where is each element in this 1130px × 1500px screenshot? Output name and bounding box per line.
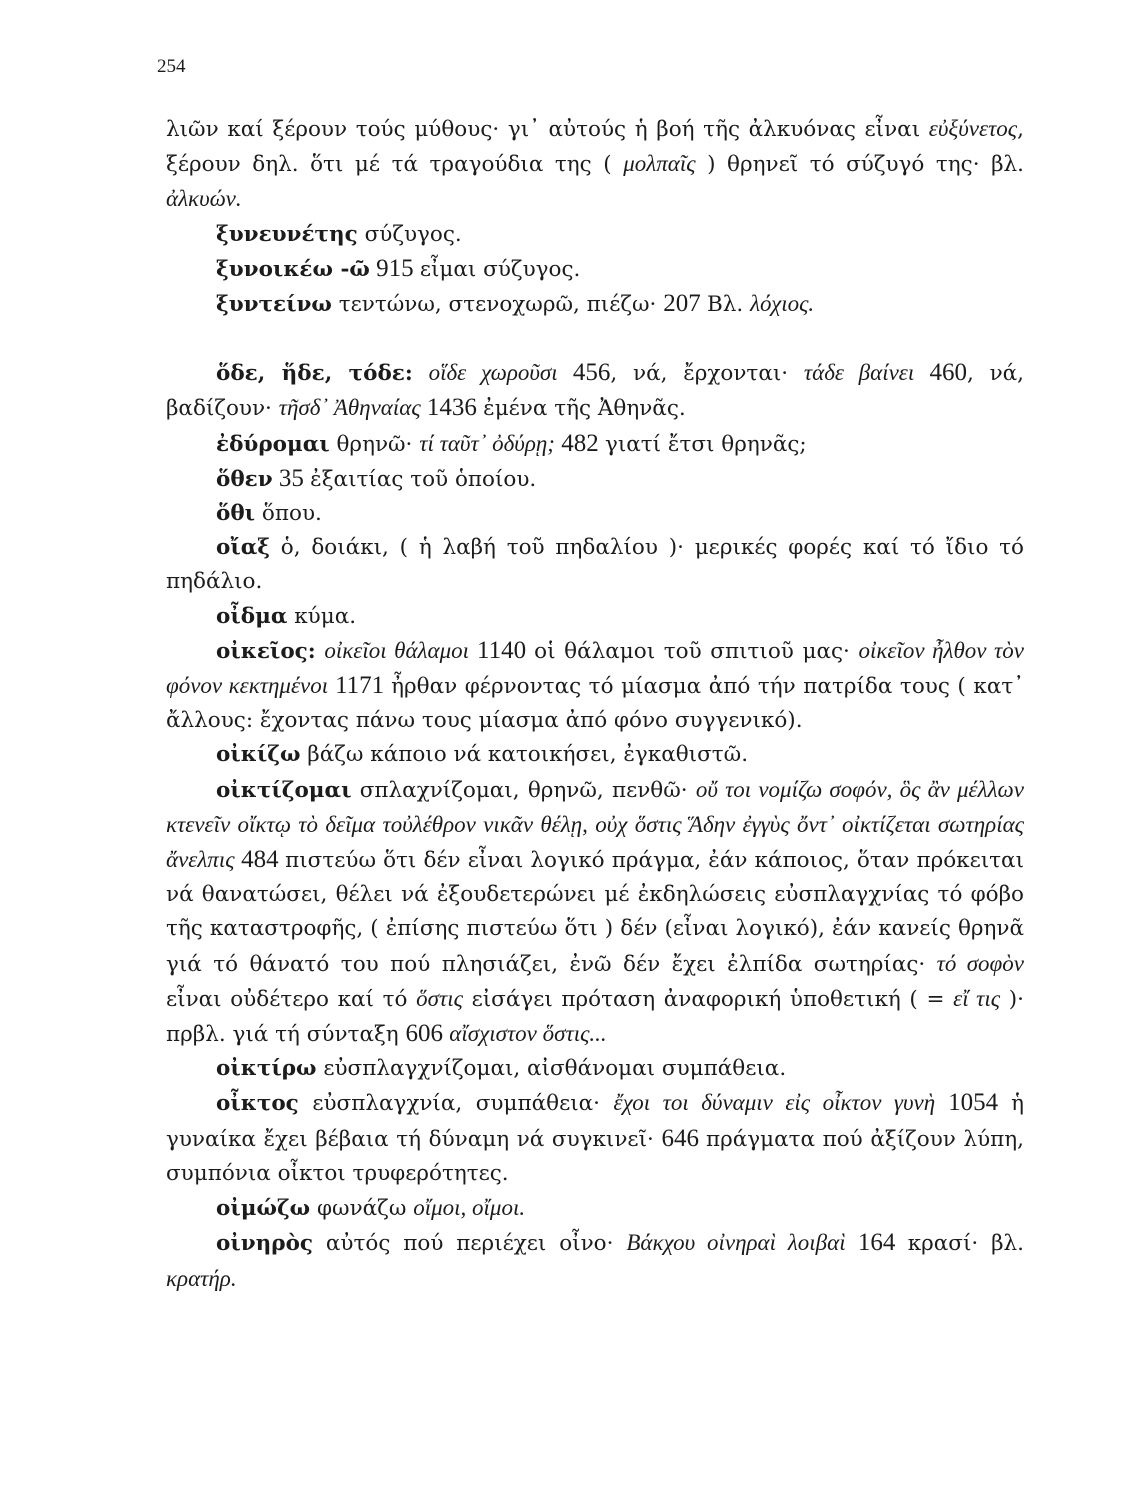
quoted-phrase: τῆσδ᾽ Ἀθηναίας <box>278 395 421 421</box>
definition-text: Βλ. <box>706 292 751 318</box>
definition-text: θρηνῶ· <box>329 431 420 457</box>
glossary-entry <box>166 773 1024 1053</box>
quoted-phrase: κρατήρ. <box>166 1265 237 1291</box>
glossary-entry <box>166 218 1024 252</box>
line-reference: 460 <box>914 359 967 387</box>
definition-text: ἡ γυναίκα ἔχει βέβαια τή δύναμη νά συγκινεῖ· <box>166 1091 1024 1152</box>
line-reference: 164 <box>845 1229 908 1257</box>
quoted-phrase: Βάκχου οἰνηραὶ λοιβαὶ <box>626 1230 846 1256</box>
glossary-entry <box>166 1191 1024 1226</box>
quoted-phrase: τό σοφὸν <box>936 950 1024 976</box>
glossary-entry <box>166 1052 1024 1086</box>
quoted-phrase: οἰκεῖοι θάλαμοι <box>324 637 469 663</box>
glossary-text <box>166 112 1024 1297</box>
definition-text: ὁ, δοιάκι, ( ἡ λαβή τοῦ πηδαλίου )· μερικές φορές καί τό ἴδιο τό πηδάλιο. <box>166 535 1024 595</box>
line-reference: 1171 <box>328 672 392 700</box>
definition-text: ἐμένα τῆς Ἀθηνᾶς. <box>483 396 686 422</box>
definition-text: εὐσπλαγχνία, συμπάθεια· <box>298 1091 614 1117</box>
lemma: ὅδε, ἥδε, τόδε: <box>216 361 413 387</box>
quoted-phrase: ὅστις <box>416 985 463 1011</box>
glossary-entry <box>166 497 1024 531</box>
line-reference: 646 <box>661 1124 706 1152</box>
glossary-entry <box>166 1226 1024 1296</box>
lemma: οἶκτος <box>216 1091 299 1117</box>
lemma: ὅθι <box>216 501 256 527</box>
line-reference: 207 <box>663 290 707 318</box>
definition-text: πράγματα πού ἀξίζουν λύπη, συμπόνια οἶκτοι τρυφερότητες. <box>166 1126 1025 1186</box>
definition-text: )· πρβλ. γιά τή σύνταξη <box>166 986 1024 1048</box>
definition-text: , νά, ἔρχονται· <box>610 361 804 387</box>
definition-text: πιστεύω ὅτι δέν εἶναι λογικό πράγμα, ἐάν κάποιος, ὅταν πρόκειται νά θανατώσει, θέλει νά ἐξουδετερώνει μέ ἐκδηλώσεις εὐσπλαγχνίας τό φόβο τῆς καταστροφῆς, ( ἐπίσης πιστεύω ὅτι ) δέν (εἶναι λογικό), ἐάν κανείς θρηνᾶ γιά τό θάνατό του πού πλησιάζει, ἐνῶ δέν ἔχει ἐλπίδα σωτηρίας· <box>166 848 1025 977</box>
line-reference: 606 <box>405 1020 450 1048</box>
lemma: ὅθεν <box>216 466 273 492</box>
quoted-phrase: μολπαῖς <box>623 151 696 177</box>
definition-text: , νά, βαδίζουν· <box>166 361 1025 422</box>
page-number: 254 <box>157 56 186 77</box>
line-reference: 1140 <box>469 636 535 664</box>
definition-text: ὅπου. <box>255 501 322 527</box>
definition-text: ἐξαιτίας τοῦ ὁποίου. <box>310 466 537 492</box>
glossary-entry <box>166 462 1024 497</box>
glossary-entry <box>166 1086 1024 1191</box>
quoted-phrase: οἴμοι, οἴμοι. <box>413 1195 526 1221</box>
definition-text: ) θρηνεῖ τό σύζυγό της· βλ. <box>695 152 1024 178</box>
lemma: ξυντείνω <box>216 292 332 318</box>
quoted-phrase: ἀλκυών. <box>166 186 242 212</box>
glossary-entry <box>166 738 1024 772</box>
quoted-phrase: τάδε βαίνει <box>803 360 915 386</box>
line-reference: 915 <box>369 254 420 282</box>
quoted-phrase: εἴ τις <box>953 985 1001 1011</box>
definition-text: σπλαχνίζομαι, θρηνῶ, πενθῶ· <box>351 777 696 803</box>
definition-text: λιῶν καί ξέρουν τούς μύθους· γι᾽ αὐτούς ἡ βοή τῆς ἀλκυόνας εἶναι <box>166 117 929 142</box>
lemma: οἰκεῖος: <box>216 638 316 664</box>
quoted-phrase: τί ταῦτ᾽ ὀδύρῃ; <box>419 430 555 456</box>
definition-text: εἶναι οὐδέτερο καί τό <box>166 986 417 1012</box>
lemma: οἰνηρὸς <box>216 1231 314 1257</box>
glossary-entry <box>166 356 1024 426</box>
definition-text: γιατί ἔτσι θρηνᾶς; <box>604 431 807 457</box>
glossary-entry <box>166 287 1024 322</box>
quoted-phrase: οὔ τοι νομίζω σοφόν, ὃς ἂν μέλλων κτενεῖν οἴκτῳ τὸ δεῖμα τοὐλέθρον νικᾶν θέλῃ, οὐχ ὅστις Ἅδην ἐγγὺς ὄντ᾽ οἰκτίζεται σωτηρίας ἄνελπις <box>166 776 1024 873</box>
definition-text: κρασί· βλ. <box>907 1231 1024 1257</box>
lemma: ξυνοικέω -ῶ <box>216 256 370 282</box>
line-reference: 1436 <box>420 394 484 422</box>
line-reference: 482 <box>554 429 605 457</box>
quoted-phrase: οἵδε χωροῦσι <box>428 360 558 386</box>
definition-text: τεντώνω, στενοχωρῶ, πιέζω· <box>331 292 664 318</box>
line-reference: 484 <box>234 846 286 874</box>
definition-text: αὐτός πού περιέχει οἶνο· <box>313 1231 627 1257</box>
line-reference: 35 <box>272 464 311 492</box>
quoted-phrase: αἴσχιστον ὅστις... <box>449 1021 607 1047</box>
definition-text: εἶμαι σύζυγος. <box>419 256 581 282</box>
line-reference: 1054 <box>935 1089 1012 1117</box>
lemma: οἰκίζω <box>216 742 301 768</box>
definition-text: φωνάζω <box>310 1196 414 1222</box>
definition-text: κύμα. <box>287 603 357 629</box>
glossary-entry <box>166 427 1024 462</box>
definition-text <box>413 361 429 386</box>
definition-text: εὐσπλαγχνίζομαι, αἰσθάνομαι συμπάθεια. <box>316 1056 787 1082</box>
definition-text: , ξέρουν δηλ. ὅτι μέ τά τραγούδια της ( <box>166 117 1024 178</box>
lemma: οἰκτίρω <box>216 1056 317 1082</box>
glossary-entry <box>166 634 1024 739</box>
glossary-entry <box>166 531 1024 599</box>
definition-text: βάζω κάποιο νά κατοικήσει, ἐγκαθιστῶ. <box>300 742 749 768</box>
lemma: ξυνευνέτης <box>216 221 358 247</box>
lemma: οἰμώζω <box>216 1196 311 1222</box>
lemma: οἰκτίζομαι <box>216 777 352 803</box>
glossary-entry <box>166 252 1024 287</box>
quoted-phrase: εὐξύνετος <box>928 116 1018 141</box>
definition-text: σύζυγος. <box>357 221 462 247</box>
quoted-phrase: λόχιος. <box>750 291 815 317</box>
definition-text: εἰσάγει πρόταση ἀναφορική ὑποθετική ( = <box>462 986 954 1012</box>
quoted-phrase: ἔχοι τοι δύναμιν εἰς οἶκτον γυνὴ <box>613 1090 936 1116</box>
definition-text: ἦρθαν φέρνοντας τό μίασμα ἀπό τήν πατρίδα τους ( κατ᾽ ἄλλους: ἔχοντας πάνω τους μίασμα ἀπό φόνο συγγενικό). <box>166 674 1024 734</box>
line-reference: 456 <box>557 359 611 387</box>
glossary-entry <box>166 600 1024 634</box>
lemma: ἐδύρομαι <box>216 431 330 457</box>
quoted-phrase: οἰκεῖον ἦλθον τὸν φόνον κεκτημένοι <box>166 637 1024 699</box>
glossary-entry <box>166 112 1024 218</box>
lemma: οἴαξ <box>216 535 271 561</box>
definition-text: οἱ θάλαμοι τοῦ σπιτιοῦ μας· <box>534 638 859 664</box>
lemma: οἶδμα <box>216 603 288 629</box>
